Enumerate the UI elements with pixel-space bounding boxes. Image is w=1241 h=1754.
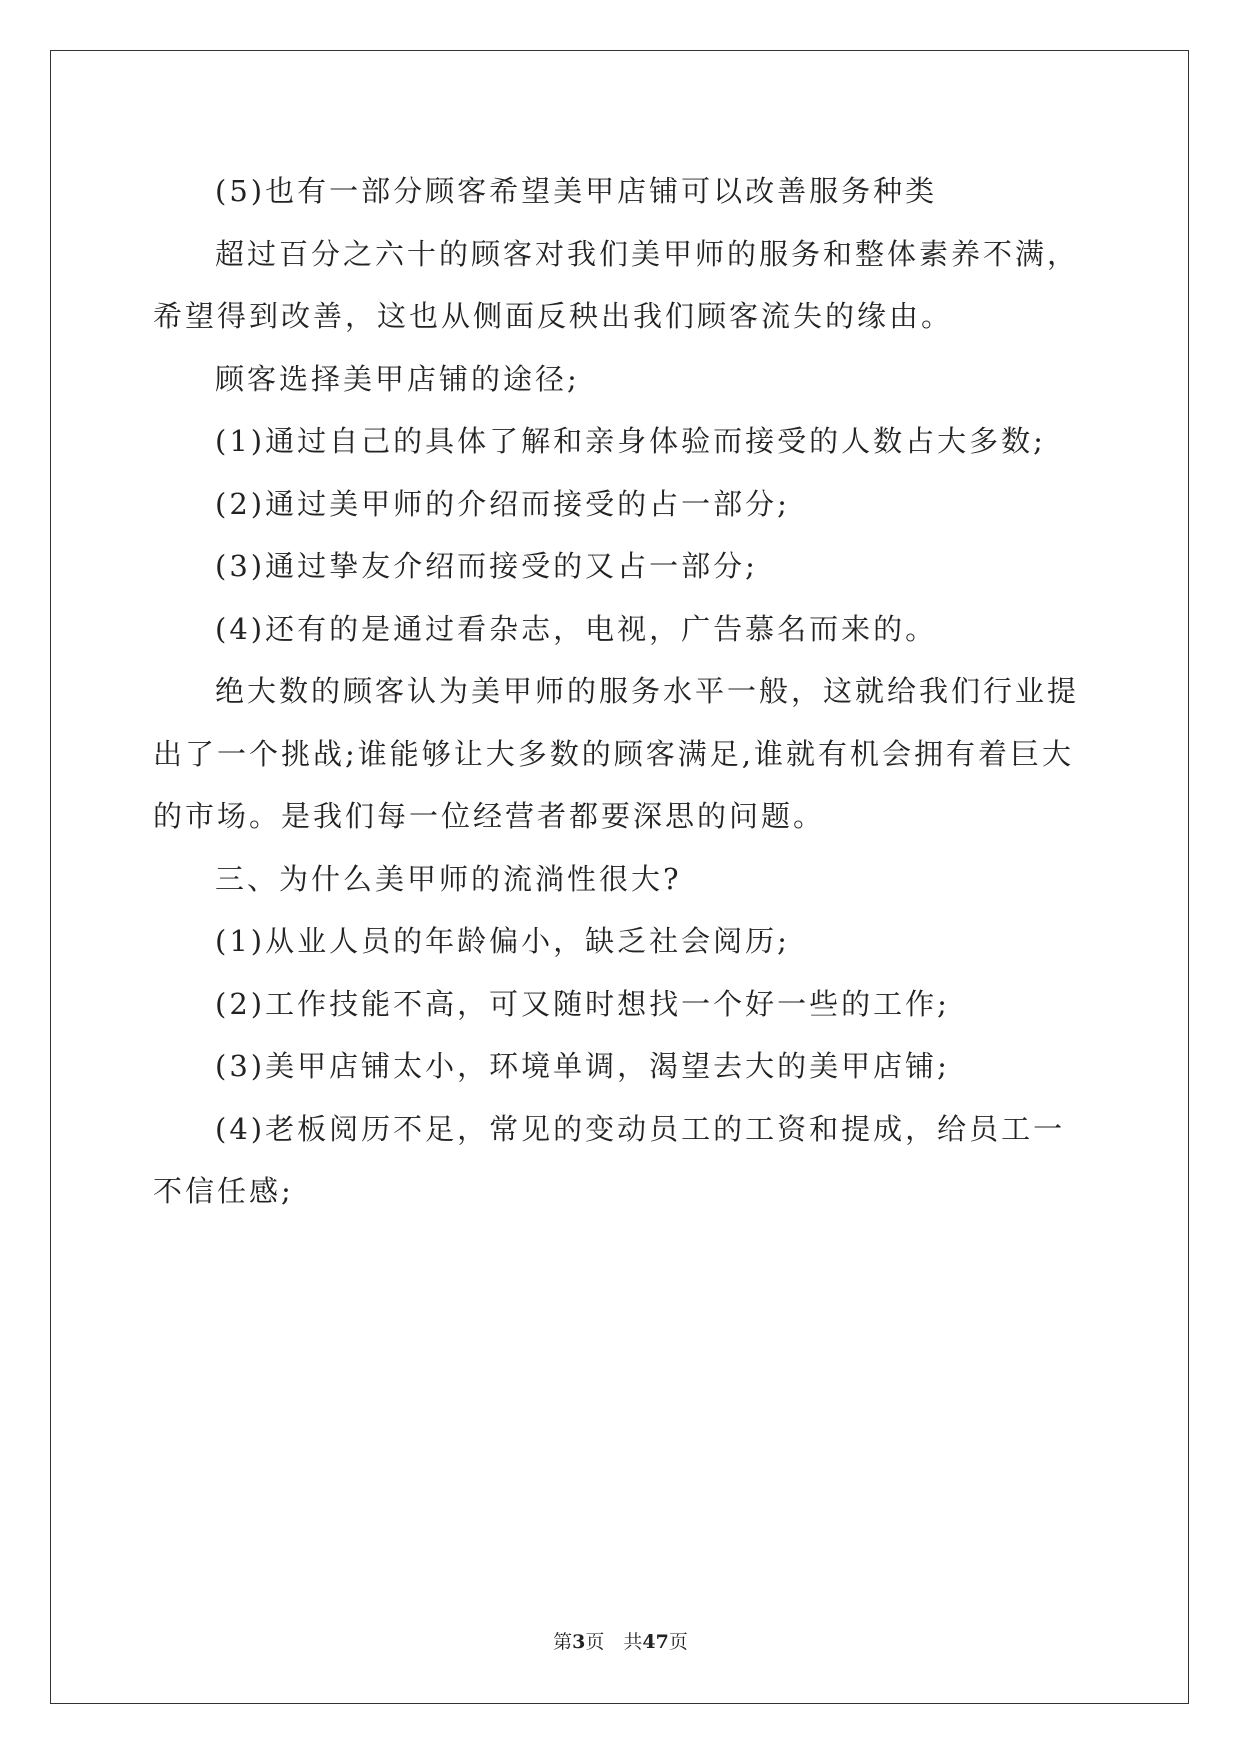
section-heading: 三、为什么美甲师的流淌性很大?	[215, 861, 682, 896]
document-body	[153, 160, 1088, 1223]
paragraph: (1)通过自己的具体了解和亲身体验而接受的人数占大多数;	[215, 424, 1046, 458]
page-number-footer	[0, 1627, 1241, 1654]
paragraph: (4)老板阅历不足，常见的变动员工的工资和提成，给员工一不信任感;	[153, 1111, 1066, 1208]
footer-prefix: 第	[553, 1631, 573, 1653]
paragraph: (3)通过挚友介绍而接受的又占一部分;	[215, 549, 758, 583]
paragraph: (1)从业人员的年龄偏小，缺乏社会阅历;	[215, 924, 790, 958]
paragraph: (3)美甲店铺太小，环境单调，渴望去大的美甲店铺;	[215, 1049, 950, 1083]
footer-middle: 页 共	[585, 1631, 643, 1653]
footer-suffix: 页	[668, 1631, 688, 1653]
paragraph: (2)工作技能不高，可又随时想找一个好一些的工作;	[215, 986, 950, 1021]
paragraph: (4)还有的是通过看杂志，电视，广告慕名而来的。	[215, 611, 938, 646]
paragraph: 超过百分之六十的顾客对我们美甲师的服务和整体素养不满，希望得到改善，这也从侧面反秧出我们顾客流失的缘由。	[153, 236, 1080, 333]
paragraph: 顾客选择美甲店铺的途径;	[215, 361, 580, 396]
paragraph: (5)也有一部分顾客希望美甲店铺可以改善服务种类	[215, 174, 938, 208]
total-page-count: 47	[642, 1631, 669, 1653]
paragraph: 绝大数的顾客认为美甲师的服务水平一般，这就给我们行业提出了一个挑战;谁能够让大多数的顾客满足,谁就有机会拥有着巨大的市场。是我们每一位经营者都要深思的问题。	[153, 674, 1080, 833]
paragraph: (2)通过美甲师的介绍而接受的占一部分;	[215, 486, 790, 521]
current-page-number: 3	[572, 1631, 586, 1653]
